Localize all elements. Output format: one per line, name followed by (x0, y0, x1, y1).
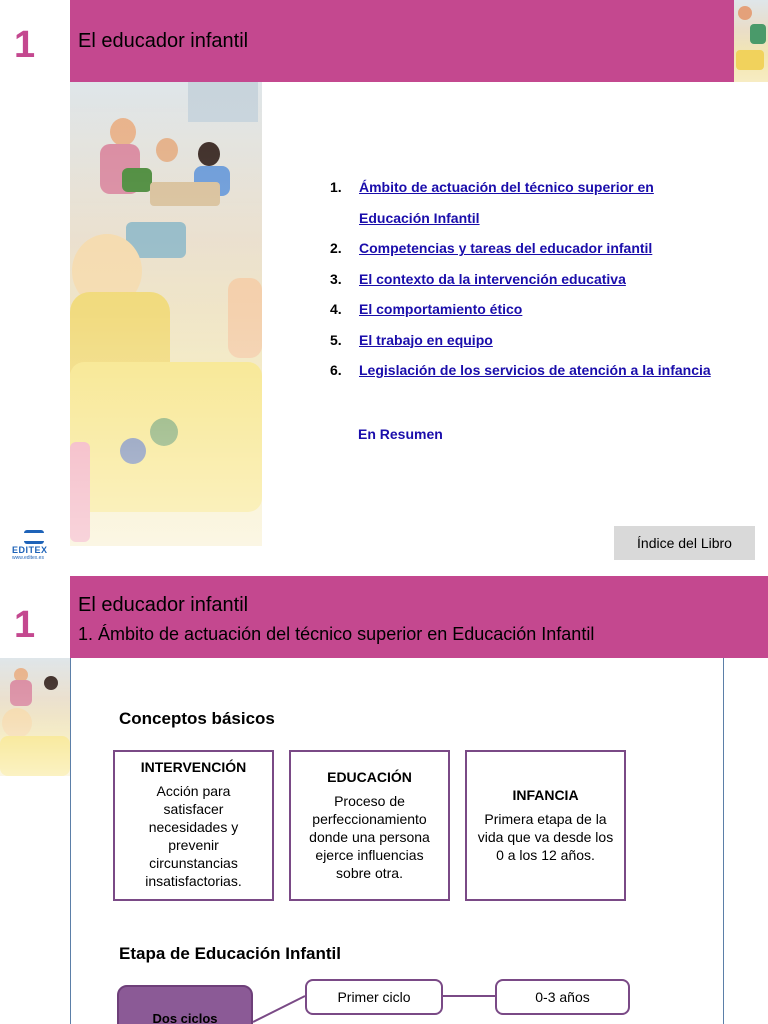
concept-definition: Proceso de perfeccionamiento donde una persona ejerce influencias sobre otra. (309, 793, 430, 881)
toc-number: 4. (330, 301, 342, 317)
toc-item[interactable] (330, 172, 750, 203)
logo-url: www.editex.es (12, 555, 44, 561)
slide-concepts (0, 576, 768, 1024)
toc-link[interactable]: El contexto da la intervención educativa (359, 270, 626, 287)
concept-definition: Primera etapa de la vida que va desde los 0 a los 12 años. (477, 811, 614, 863)
basics-heading: Conceptos básicos (119, 709, 275, 728)
editex-logo-icon (24, 530, 44, 544)
toc-item[interactable] (330, 264, 750, 295)
concept-term: INTERVENCIÓN (140, 759, 247, 775)
table-of-contents (330, 172, 750, 386)
toc-number: 2. (330, 240, 342, 256)
toc-item-continuation[interactable] (330, 203, 750, 234)
slide-subtitle: 1. Ámbito de actuación del técnico superior en Educación Infantil (78, 624, 595, 644)
toc-number: 1. (330, 179, 342, 195)
concept-term: EDUCACIÓN (327, 769, 412, 785)
editex-logo (12, 530, 56, 561)
concept-term: INFANCIA (512, 787, 579, 803)
slide-title: El educador infantil (78, 594, 249, 616)
toc-item[interactable] (330, 233, 750, 264)
toc-number: 6. (330, 362, 342, 378)
toc-link[interactable]: Ámbito de actuación del técnico superior en (359, 179, 654, 195)
chapter-number: 1 (14, 24, 36, 66)
toc-link[interactable]: Educación Infantil (359, 209, 480, 226)
stage-heading: Etapa de Educación Infantil (119, 944, 341, 963)
classroom-photo (70, 82, 262, 546)
toc-link[interactable]: Competencias y tareas del educador infantil (359, 240, 653, 256)
diagram-node-first-cycle-ages: 0-3 años (495, 979, 630, 1015)
chapter-number: 1 (14, 604, 36, 646)
slide-title: El educador infantil (78, 30, 249, 52)
diagram-root-node: Dos ciclos (117, 985, 253, 1024)
toc-number: 5. (330, 331, 342, 348)
toc-link[interactable]: El comportamiento ético (359, 301, 523, 317)
diagram-node-first-cycle: Primer ciclo (305, 979, 443, 1015)
toc-link[interactable]: Legislación de los servicios de atención a la infancia (359, 362, 711, 378)
concept-definition: Acción para satisfacer necesidades y prevenir circunstancias insatisfactorias. (145, 783, 242, 889)
logo-name: EDITEX (12, 545, 48, 555)
toc-item[interactable] (330, 355, 750, 386)
toc-number: 3. (330, 270, 342, 287)
title-band (70, 0, 734, 82)
summary-link[interactable]: En Resumen (358, 426, 443, 442)
toc-item[interactable] (330, 294, 750, 325)
toc-link[interactable]: El trabajo en equipo (359, 331, 493, 348)
diagram-connectors (0, 576, 768, 1024)
classroom-photo-corner (734, 0, 768, 82)
toc-item[interactable] (330, 325, 750, 356)
book-index-button[interactable]: Índice del Libro (614, 526, 755, 560)
